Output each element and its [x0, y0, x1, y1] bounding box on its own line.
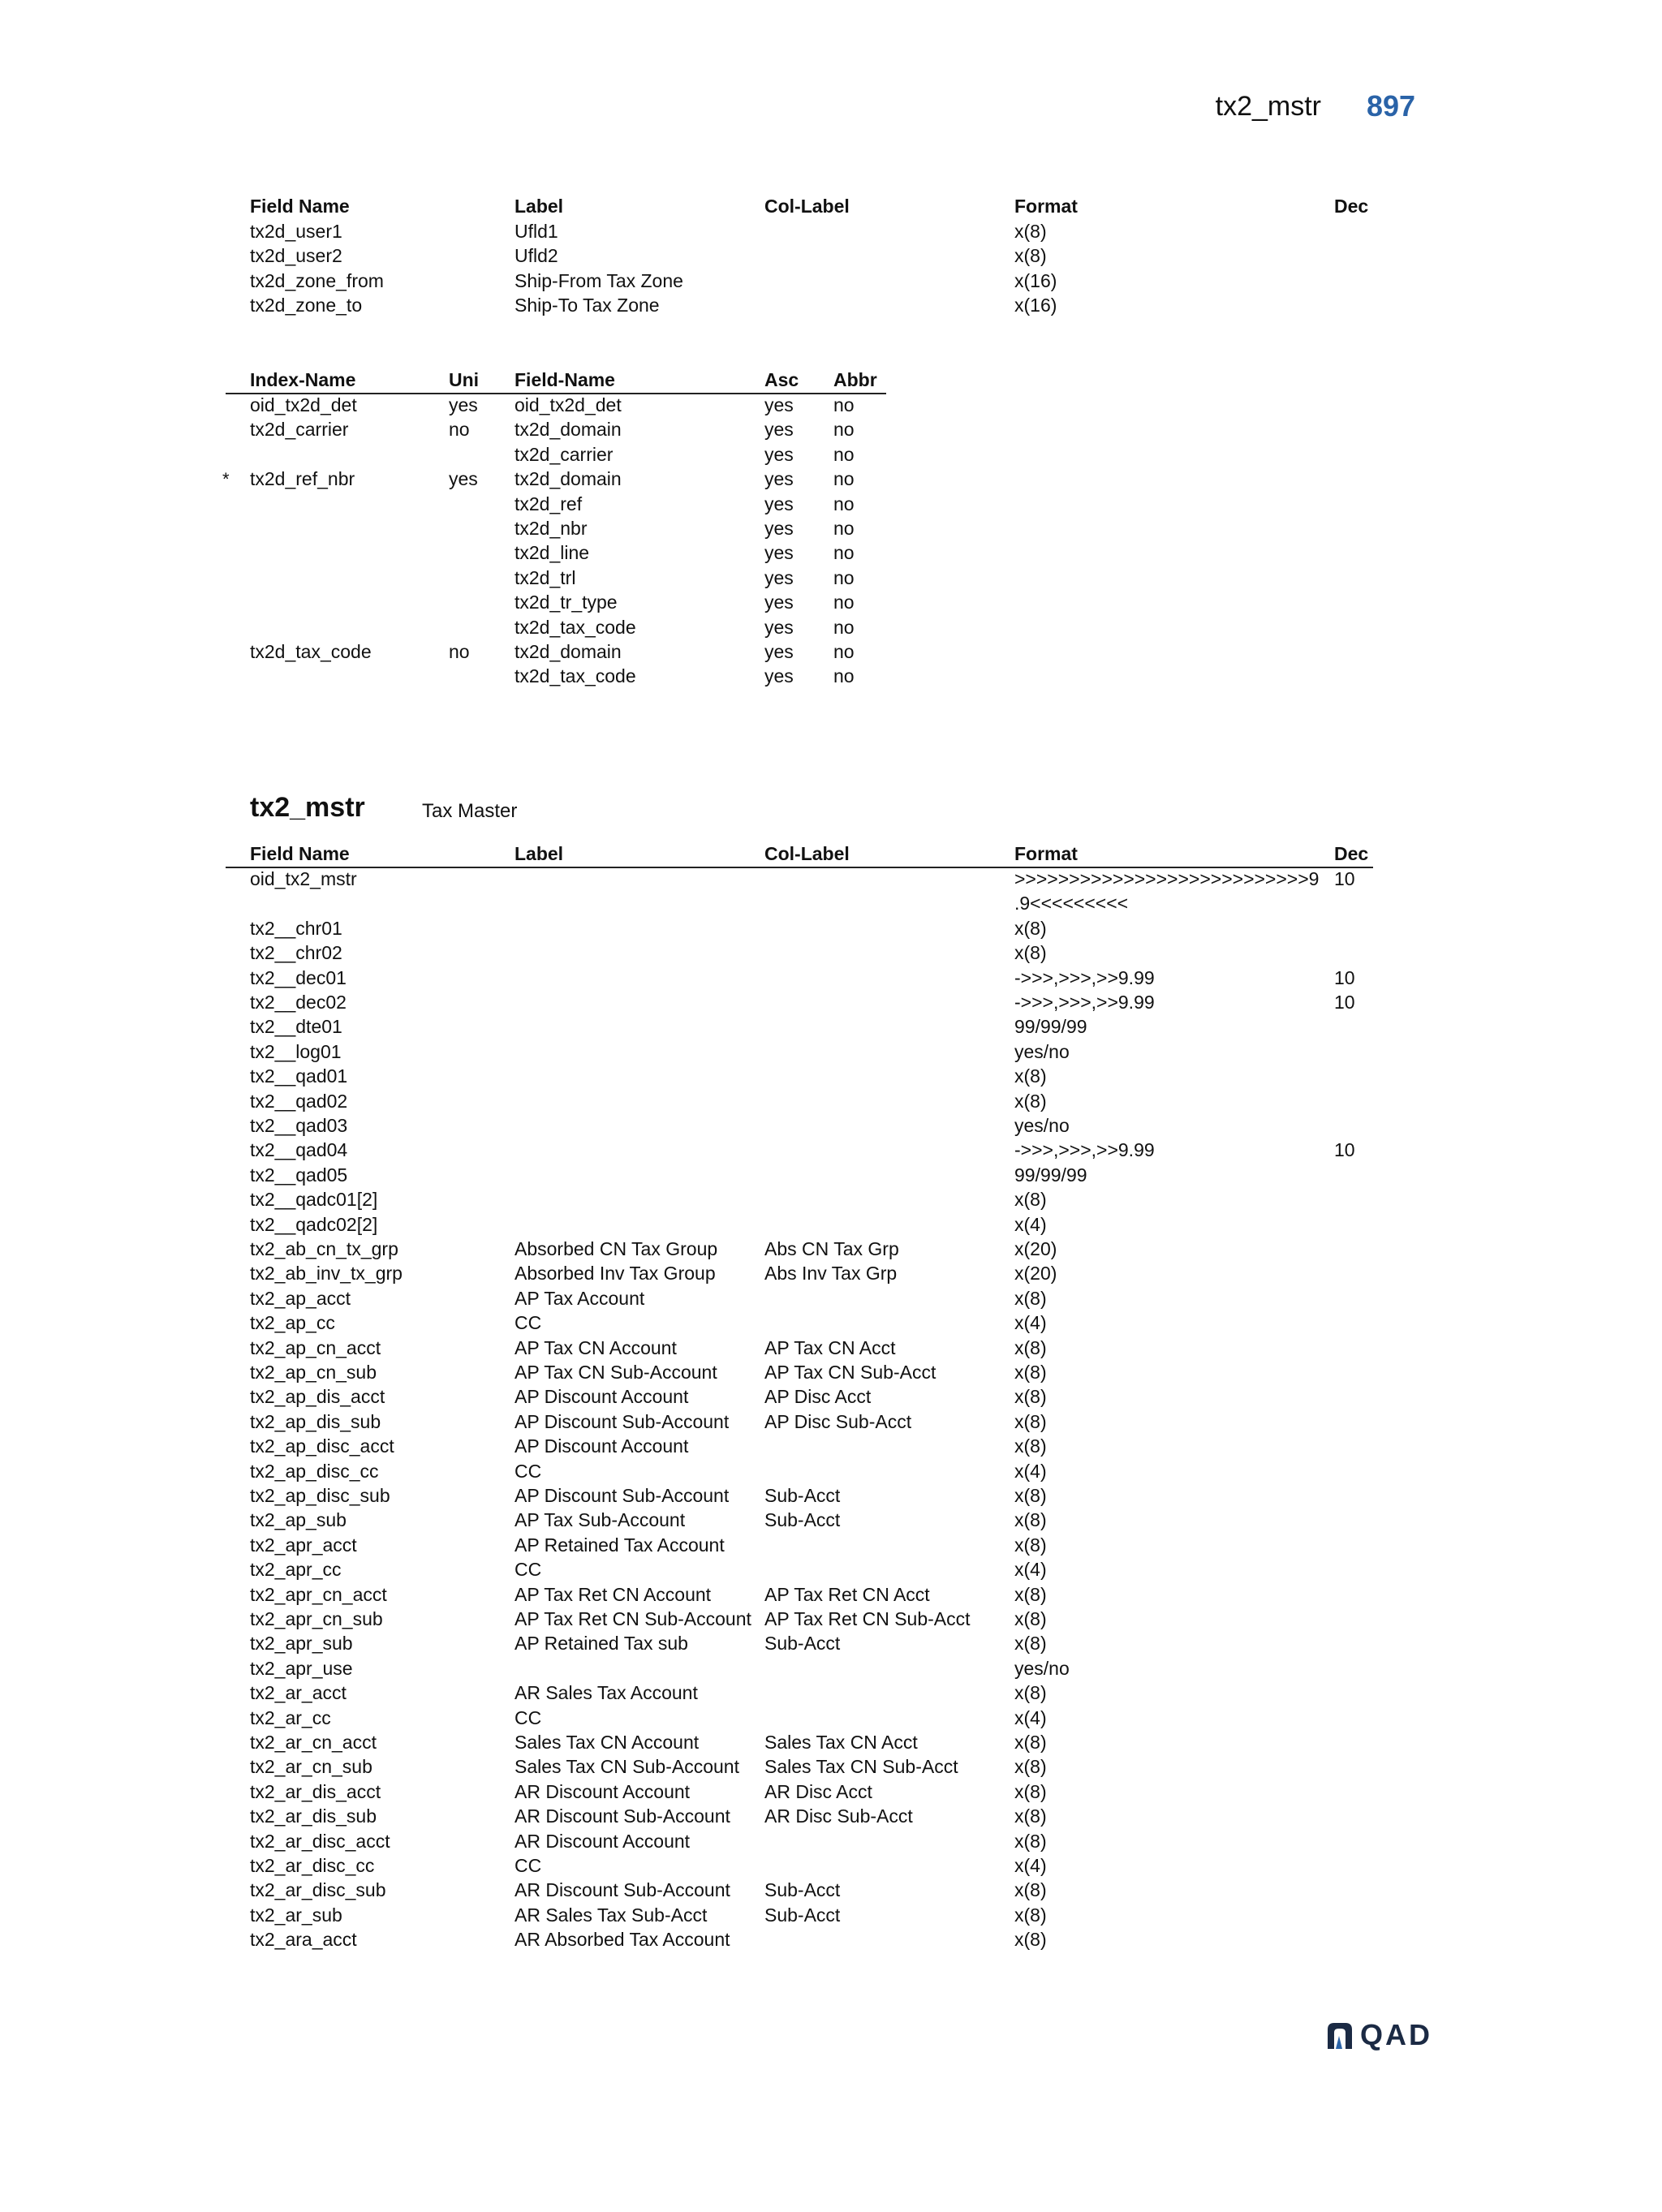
cell-asc: yes: [764, 592, 794, 613]
column-header-label: Label: [515, 843, 564, 864]
cell-label: AP Tax CN Account: [515, 1336, 677, 1358]
primary-index-marker: *: [222, 469, 230, 490]
column-header-label: Label: [515, 196, 564, 217]
cell-col-label: Abs Inv Tax Grp: [764, 1263, 898, 1285]
cell-format: x(8): [1014, 1287, 1047, 1309]
cell-abbr: no: [833, 641, 855, 662]
cell-field-name: tx2_ap_acct: [250, 1287, 351, 1309]
cell-format: yes/no: [1014, 1040, 1070, 1062]
cell-label: AP Discount Account: [515, 1435, 689, 1457]
cell-format: x(8): [1014, 1929, 1047, 1951]
cell-format: 99/99/99: [1014, 1164, 1087, 1186]
cell-field-name: tx2__qad04: [250, 1139, 348, 1161]
cell-field-name: tx2__qadc01[2]: [250, 1189, 378, 1211]
cell-abbr: no: [833, 518, 855, 539]
cell-format: ->>>,>>>,>>9.99: [1014, 992, 1155, 1013]
cell-field-name: tx2d_domain: [515, 419, 622, 441]
cell-format: yes/no: [1014, 1657, 1070, 1679]
cell-asc: yes: [764, 394, 794, 415]
cell-label: Ufld1: [515, 221, 558, 242]
cell-field-name: tx2_ap_dis_sub: [250, 1410, 381, 1432]
column-header-dec: Dec: [1334, 843, 1369, 864]
cell-field-name: tx2d_zone_from: [250, 269, 384, 291]
cell-abbr: no: [833, 566, 855, 588]
column-header-uni: Uni: [449, 369, 480, 390]
cell-col-label: Sub-Acct: [764, 1633, 841, 1655]
cell-label: AP Tax Ret CN Account: [515, 1583, 712, 1605]
cell-col-label: Sub-Acct: [764, 1904, 841, 1926]
cell-index-name: tx2d_tax_code: [250, 641, 372, 662]
cell-field-name: tx2__dec02: [250, 992, 347, 1013]
cell-col-label: Sales Tax CN Sub-Acct: [764, 1756, 958, 1778]
section-title: tx2_mstr: [250, 792, 365, 823]
cell-field-name: tx2__chr01: [250, 917, 342, 939]
cell-format: .9<<<<<<<<<: [1014, 893, 1129, 914]
cell-asc: yes: [764, 468, 794, 490]
cell-format: x(8): [1014, 1756, 1047, 1778]
cell-field-name: tx2__qad03: [250, 1115, 348, 1136]
cell-col-label: AP Tax Ret CN Sub-Acct: [764, 1608, 971, 1629]
cell-format: x(4): [1014, 1706, 1047, 1728]
cell-field-name: tx2_ar_disc_cc: [250, 1855, 375, 1876]
cell-field-name: tx2__qad05: [250, 1164, 348, 1186]
cell-field-name: tx2_ar_cc: [250, 1706, 331, 1728]
cell-field-name: oid_tx2_mstr: [250, 868, 357, 889]
cell-format: x(8): [1014, 942, 1047, 964]
cell-format: x(4): [1014, 1855, 1047, 1876]
cell-format: x(4): [1014, 1213, 1047, 1235]
cell-col-label: AR Disc Acct: [764, 1780, 872, 1802]
cell-format: x(8): [1014, 245, 1047, 267]
cell-field-name: tx2d_user2: [250, 245, 342, 267]
cell-field-name: tx2_apr_sub: [250, 1633, 353, 1655]
cell-label: CC: [515, 1855, 542, 1876]
cell-col-label: Sub-Acct: [764, 1509, 841, 1531]
cell-format: >>>>>>>>>>>>>>>>>>>>>>>>>>>9: [1014, 868, 1320, 889]
cell-label: AR Sales Tax Account: [515, 1682, 698, 1704]
cell-field-name: tx2_ap_disc_sub: [250, 1485, 390, 1506]
column-header-asc: Asc: [764, 369, 799, 390]
cell-format: x(8): [1014, 1410, 1047, 1432]
cell-field-name: tx2__dec01: [250, 966, 347, 988]
cell-format: x(8): [1014, 1583, 1047, 1605]
cell-format: x(4): [1014, 1559, 1047, 1581]
cell-label: AP Tax CN Sub-Account: [515, 1362, 717, 1383]
cell-index-name: oid_tx2d_det: [250, 394, 357, 415]
cell-format: 99/99/99: [1014, 1016, 1087, 1038]
column-header-abbr: Abbr: [833, 369, 877, 390]
cell-col-label: Abs CN Tax Grp: [764, 1238, 899, 1259]
cell-format: x(8): [1014, 1608, 1047, 1629]
cell-field-name: tx2d_tax_code: [515, 665, 636, 687]
cell-format: x(16): [1014, 295, 1057, 316]
cell-asc: yes: [764, 641, 794, 662]
cell-uni: yes: [449, 394, 478, 415]
cell-format: x(8): [1014, 1732, 1047, 1753]
cell-field-name: tx2_ap_cc: [250, 1312, 335, 1334]
cell-field-name: oid_tx2d_det: [515, 394, 622, 415]
cell-label: AP Tax Sub-Account: [515, 1509, 686, 1531]
cell-col-label: AR Disc Sub-Acct: [764, 1805, 913, 1827]
cell-col-label: Sub-Acct: [764, 1879, 841, 1901]
cell-format: x(8): [1014, 1485, 1047, 1506]
cell-format: x(8): [1014, 1189, 1047, 1211]
cell-field-name: tx2_ap_disc_cc: [250, 1460, 379, 1482]
cell-field-name: tx2_ar_cn_acct: [250, 1732, 377, 1753]
cell-asc: yes: [764, 493, 794, 514]
cell-label: Ufld2: [515, 245, 558, 267]
column-header-col-label: Col-Label: [764, 196, 850, 217]
cell-abbr: no: [833, 394, 855, 415]
cell-abbr: no: [833, 592, 855, 613]
cell-abbr: no: [833, 468, 855, 490]
cell-label: AP Discount Account: [515, 1386, 689, 1408]
cell-abbr: no: [833, 443, 855, 465]
cell-asc: yes: [764, 566, 794, 588]
cell-dec: 10: [1334, 1139, 1355, 1161]
cell-label: CC: [515, 1312, 542, 1334]
cell-asc: yes: [764, 542, 794, 564]
cell-field-name: tx2d_domain: [515, 641, 622, 662]
cell-col-label: AP Disc Acct: [764, 1386, 872, 1408]
cell-label: Sales Tax CN Sub-Account: [515, 1756, 739, 1778]
qad-logo-icon: [1324, 2021, 1354, 2051]
cell-field-name: tx2__qad02: [250, 1090, 348, 1112]
cell-field-name: tx2__qadc02[2]: [250, 1213, 378, 1235]
cell-format: x(8): [1014, 1435, 1047, 1457]
cell-col-label: Sales Tax CN Acct: [764, 1732, 918, 1753]
cell-dec: 10: [1334, 868, 1355, 889]
cell-format: x(8): [1014, 1065, 1047, 1087]
cell-asc: yes: [764, 419, 794, 441]
cell-format: x(8): [1014, 1336, 1047, 1358]
cell-label: AR Discount Sub-Account: [515, 1879, 730, 1901]
cell-format: ->>>,>>>,>>9.99: [1014, 966, 1155, 988]
cell-col-label: Sub-Acct: [764, 1485, 841, 1506]
cell-label: AP Discount Sub-Account: [515, 1410, 730, 1432]
cell-label: Absorbed Inv Tax Group: [515, 1263, 716, 1285]
column-header-dec: Dec: [1334, 196, 1369, 217]
cell-field-name: tx2_ap_sub: [250, 1509, 347, 1531]
cell-field-name: tx2__dte01: [250, 1016, 342, 1038]
cell-format: x(8): [1014, 1090, 1047, 1112]
cell-format: x(8): [1014, 1386, 1047, 1408]
cell-label: Ship-From Tax Zone: [515, 269, 683, 291]
cell-field-name: tx2d_carrier: [515, 443, 614, 465]
cell-asc: yes: [764, 665, 794, 687]
cell-field-name: tx2_ap_cn_sub: [250, 1362, 377, 1383]
cell-uni: yes: [449, 468, 478, 490]
cell-uni: no: [449, 641, 470, 662]
cell-label: Ship-To Tax Zone: [515, 295, 660, 316]
cell-field-name: tx2_apr_acct: [250, 1534, 357, 1556]
cell-index-name: tx2d_carrier: [250, 419, 349, 441]
cell-format: yes/no: [1014, 1115, 1070, 1136]
cell-dec: 10: [1334, 992, 1355, 1013]
cell-field-name: tx2__qad01: [250, 1065, 348, 1087]
qad-logo-text: QAD: [1360, 2018, 1432, 2051]
cell-abbr: no: [833, 665, 855, 687]
cell-field-name: tx2_ap_cn_acct: [250, 1336, 381, 1358]
column-header-field-name: Field Name: [250, 196, 350, 217]
cell-dec: 10: [1334, 966, 1355, 988]
cell-label: AP Tax Account: [515, 1287, 645, 1309]
cell-label: AR Discount Account: [515, 1780, 691, 1802]
cell-col-label: AP Tax CN Acct: [764, 1336, 896, 1358]
cell-field-name: tx2_ara_acct: [250, 1929, 357, 1951]
cell-asc: yes: [764, 443, 794, 465]
cell-field-name: tx2_ar_disc_acct: [250, 1830, 390, 1852]
qad-logo: [1324, 2019, 1446, 2051]
cell-format: x(8): [1014, 1805, 1047, 1827]
cell-label: AR Absorbed Tax Account: [515, 1929, 730, 1951]
cell-field-name: tx2_ar_sub: [250, 1904, 342, 1926]
cell-label: CC: [515, 1460, 542, 1482]
cell-field-name: tx2_ar_cn_sub: [250, 1756, 372, 1778]
cell-format: x(4): [1014, 1460, 1047, 1482]
cell-asc: yes: [764, 518, 794, 539]
cell-field-name: tx2d_tax_code: [515, 616, 636, 638]
cell-format: x(8): [1014, 221, 1047, 242]
cell-abbr: no: [833, 616, 855, 638]
column-header-format: Format: [1014, 843, 1078, 864]
cell-format: x(8): [1014, 1780, 1047, 1802]
cell-format: x(8): [1014, 1534, 1047, 1556]
cell-field-name: tx2_ap_dis_acct: [250, 1386, 385, 1408]
cell-asc: yes: [764, 616, 794, 638]
cell-format: ->>>,>>>,>>9.99: [1014, 1139, 1155, 1161]
cell-field-name: tx2_ar_acct: [250, 1682, 347, 1704]
cell-field-name: tx2__log01: [250, 1040, 342, 1062]
cell-field-name: tx2_apr_cn_acct: [250, 1583, 387, 1605]
cell-format: x(8): [1014, 1879, 1047, 1901]
cell-label: AR Discount Account: [515, 1830, 691, 1852]
cell-field-name: tx2d_ref: [515, 493, 583, 514]
cell-field-name: tx2_apr_cc: [250, 1559, 342, 1581]
running-header-table-name: tx2_mstr: [1215, 91, 1321, 122]
cell-label: AR Discount Sub-Account: [515, 1805, 730, 1827]
cell-field-name: tx2_ab_inv_tx_grp: [250, 1263, 403, 1285]
cell-col-label: AP Tax Ret CN Acct: [764, 1583, 930, 1605]
cell-field-name: tx2d_tr_type: [515, 592, 618, 613]
cell-format: x(8): [1014, 1682, 1047, 1704]
cell-label: Absorbed CN Tax Group: [515, 1238, 718, 1259]
cell-format: x(8): [1014, 1509, 1047, 1531]
cell-abbr: no: [833, 493, 855, 514]
cell-field-name: tx2_ar_dis_sub: [250, 1805, 377, 1827]
cell-label: AP Discount Sub-Account: [515, 1485, 730, 1506]
cell-format: x(20): [1014, 1263, 1057, 1285]
cell-col-label: AP Disc Sub-Acct: [764, 1410, 912, 1432]
cell-field-name: tx2d_user1: [250, 221, 342, 242]
cell-label: AP Tax Ret CN Sub-Account: [515, 1608, 751, 1629]
column-header-field-name: Field Name: [250, 843, 350, 864]
cell-field-name: tx2_ap_disc_acct: [250, 1435, 394, 1457]
cell-format: x(8): [1014, 1633, 1047, 1655]
cell-label: AR Sales Tax Sub-Acct: [515, 1904, 708, 1926]
cell-field-name: tx2_ar_dis_acct: [250, 1780, 381, 1802]
cell-field-name: tx2d_zone_to: [250, 295, 363, 316]
cell-index-name: tx2d_ref_nbr: [250, 468, 355, 490]
column-header-index-name: Index-Name: [250, 369, 356, 390]
cell-col-label: AP Tax CN Sub-Acct: [764, 1362, 936, 1383]
cell-abbr: no: [833, 419, 855, 441]
cell-abbr: no: [833, 542, 855, 564]
page-number: 897: [1367, 89, 1416, 123]
cell-label: CC: [515, 1559, 542, 1581]
cell-format: x(8): [1014, 1362, 1047, 1383]
cell-format: x(8): [1014, 1830, 1047, 1852]
cell-label: Sales Tax CN Account: [515, 1732, 700, 1753]
cell-uni: no: [449, 419, 470, 441]
cell-field-name: tx2_apr_cn_sub: [250, 1608, 383, 1629]
cell-format: x(4): [1014, 1312, 1047, 1334]
cell-field-name: tx2_ar_disc_sub: [250, 1879, 386, 1901]
section-description: Tax Master: [422, 800, 518, 822]
column-header-field-name: Field-Name: [515, 369, 615, 390]
cell-label: AP Retained Tax sub: [515, 1633, 688, 1655]
cell-label: AP Retained Tax Account: [515, 1534, 725, 1556]
cell-format: x(16): [1014, 269, 1057, 291]
cell-field-name: tx2_apr_use: [250, 1657, 353, 1679]
cell-field-name: tx2d_trl: [515, 566, 576, 588]
cell-label: CC: [515, 1706, 542, 1728]
cell-format: x(8): [1014, 917, 1047, 939]
cell-format: x(20): [1014, 1238, 1057, 1259]
cell-field-name: tx2_ab_cn_tx_grp: [250, 1238, 398, 1259]
cell-field-name: tx2__chr02: [250, 942, 342, 964]
column-header-format: Format: [1014, 196, 1078, 217]
column-header-col-label: Col-Label: [764, 843, 850, 864]
cell-format: x(8): [1014, 1904, 1047, 1926]
cell-field-name: tx2d_line: [515, 542, 590, 564]
cell-field-name: tx2d_nbr: [515, 518, 588, 539]
cell-field-name: tx2d_domain: [515, 468, 622, 490]
